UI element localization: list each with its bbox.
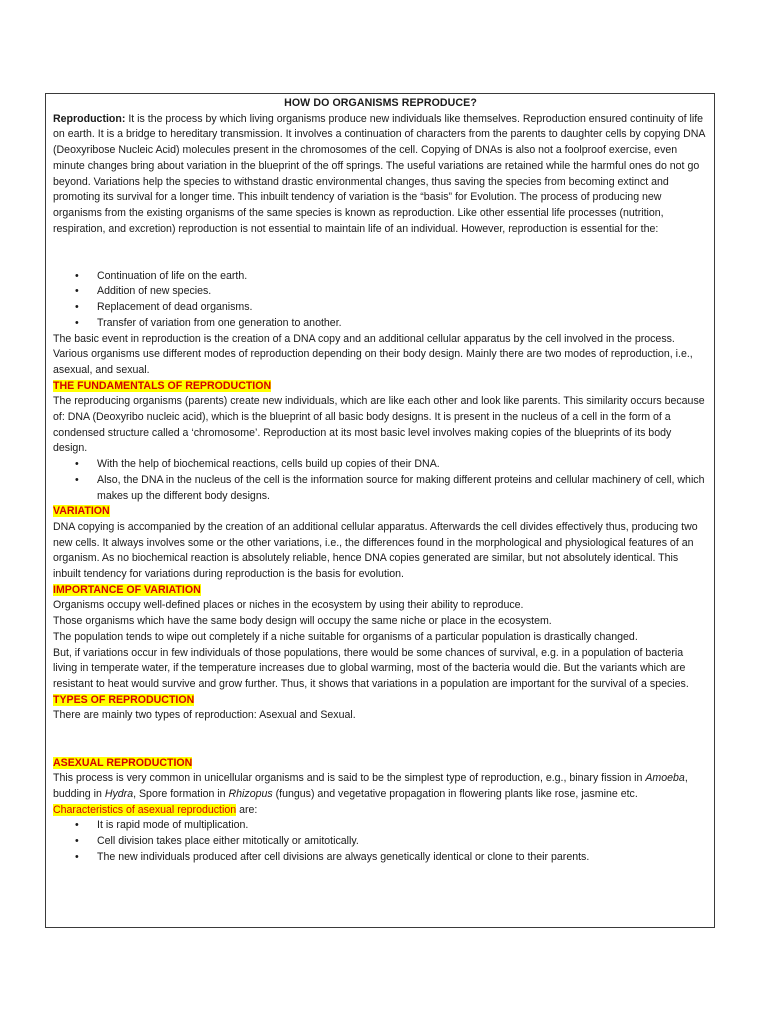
- list-item: • Addition of new species.: [97, 284, 708, 300]
- types-heading-text: TYPES OF REPRODUCTION: [53, 693, 195, 706]
- importance-line: But, if variations occur in few individuals of those populations, there would be some chances of survival, e.g. in a population of bacteria living in temperate water, if the temperature increases due to global warming, most of the bacteria would die. But the variants which are resistant to heat would survive and grow further. Thus, it shows that variations in a population are important for the survival of a species.: [53, 646, 689, 690]
- variation-paragraph: DNA copying is accompanied by the creation of an additional cellular apparatus. Afterwards the cell divides effectively thus, producing two new cells. It always involves some or the other variations, i.e., the differences found in the morphological and physiological features of an organism. As no biochemical reaction is absolutely reliable, hence DNA copies generated are similar, but not absolutely identical. This inbuilt tendency for variations during reproduction is the basis for evolution.: [53, 520, 698, 581]
- characteristics-line: [53, 803, 708, 819]
- characteristics-list: [53, 818, 708, 865]
- fundamentals-paragraph: The reproducing organisms (parents) create new individuals, which are like each other and look like parents. This similarity occurs because of: DNA (Deoxyribo nucleic acid), which is the blueprint of all basic body designs. It is present in the nucleus of a cell in the form of a condensed structure called a ‘chromosome’. Reproduction at its most basic level involves making copies of the blueprints of its body design.: [53, 395, 705, 455]
- list-item: • Cell division takes place either mitotically or amitotically.: [97, 834, 708, 850]
- list-item: • With the help of biochemical reactions, cells build up copies of their DNA.: [97, 457, 708, 473]
- fundamentals-list: [53, 457, 708, 504]
- document-page: [45, 93, 715, 928]
- importance-heading-text: IMPORTANCE OF VARIATION: [53, 583, 201, 596]
- variation-heading: [53, 504, 708, 520]
- fundamentals-heading: [53, 379, 708, 395]
- importance-line: The population tends to wipe out completely if a niche suitable for organisms of a particular population is drastically changed.: [53, 630, 638, 643]
- list-item: • The new individuals produced after cell divisions are always genetically identical or clone to their parents.: [97, 850, 708, 866]
- spacer: [53, 724, 708, 755]
- text-run: This process is very common in unicellular organisms and is said to be the simplest type of reproduction, e.g., binary fission in: [53, 772, 646, 785]
- types-paragraph: There are mainly two types of reproduction: Asexual and Sexual.: [53, 709, 356, 722]
- asexual-paragraph: [53, 771, 708, 802]
- characteristics-suffix: are:: [236, 803, 258, 816]
- characteristics-heading: Characteristics of asexual reproduction: [53, 803, 237, 816]
- intro-label: Reproduction:: [53, 112, 126, 125]
- list-item: • Also, the DNA in the nucleus of the cell is the information source for making different proteins and cellular machinery of cell, which makes up the different body designs.: [97, 473, 708, 504]
- importance-line: Organisms occupy well-defined places or niches in the ecosystem by using their ability to reproduce.: [53, 599, 524, 612]
- essential-list: [53, 269, 708, 332]
- list-item: • Replacement of dead organisms.: [97, 300, 708, 316]
- text-run: (fungus) and vegetative propagation in flowering plants like rose, jasmine etc.: [272, 787, 638, 800]
- basic-event-paragraph: The basic event in reproduction is the creation of a DNA copy and an additional cellular apparatus by the cell involved in the process.: [53, 332, 675, 345]
- asexual-heading-text: ASEXUAL REPRODUCTION: [53, 756, 193, 769]
- italic-term: Rhizopus: [228, 787, 273, 800]
- italic-term: Amoeba: [645, 772, 685, 785]
- text-run: , Spore formation in: [133, 787, 229, 800]
- modes-paragraph: Various organisms use different modes of reproduction depending on their body design. Mainly there are two modes of reproduction, i.e., asexual, and sexual.: [53, 348, 693, 376]
- fundamentals-heading-text: THE FUNDAMENTALS OF REPRODUCTION: [53, 379, 272, 392]
- asexual-heading: [53, 756, 708, 772]
- importance-heading: [53, 583, 708, 599]
- intro-text: It is the process by which living organisms produce new individuals like themselves. Reproduction ensured continuity of life on earth. It is a bridge to hereditary transmission. It involves a continuation of characters from the parents to daughter cells by copying DNA (Deoxyribose Nucleic Acid) molecules present in the chromosomes of the cell. Copying of DNAs is also not a foolproof exercise, even minute changes bring about variation in the blueprint of the off springs. The useful variations are retained while the harmful ones do not go beyond. Variations help the species to withstand drastic environmental changes, thus saving the species from becoming extinct and promoting its survival for a longer time. This inbuilt tendency of variation is the “basis” for Evolution. The process of producing new organisms from the existing organisms of the same species is known as reproduction. Like other essential life processes (nutrition, respiration, and excretion) reproduction is not essential to maintain life of an individual. However, reproduction is essential for the:: [53, 112, 705, 235]
- importance-line: Those organisms which have the same body design will occupy the same niche or place in the ecosystem.: [53, 615, 552, 628]
- variation-heading-text: VARIATION: [53, 505, 110, 518]
- list-item: • It is rapid mode of multiplication.: [97, 818, 708, 834]
- spacer: [53, 237, 708, 268]
- page-title: HOW DO ORGANISMS REPRODUCE?: [284, 97, 477, 109]
- list-item: • Transfer of variation from one generation to another.: [97, 316, 708, 332]
- types-heading: [53, 693, 708, 709]
- text-run: , budding in: [53, 772, 688, 800]
- italic-term: Hydra: [104, 787, 134, 800]
- intro-paragraph: [53, 112, 708, 238]
- list-item: • Continuation of life on the earth.: [97, 269, 708, 285]
